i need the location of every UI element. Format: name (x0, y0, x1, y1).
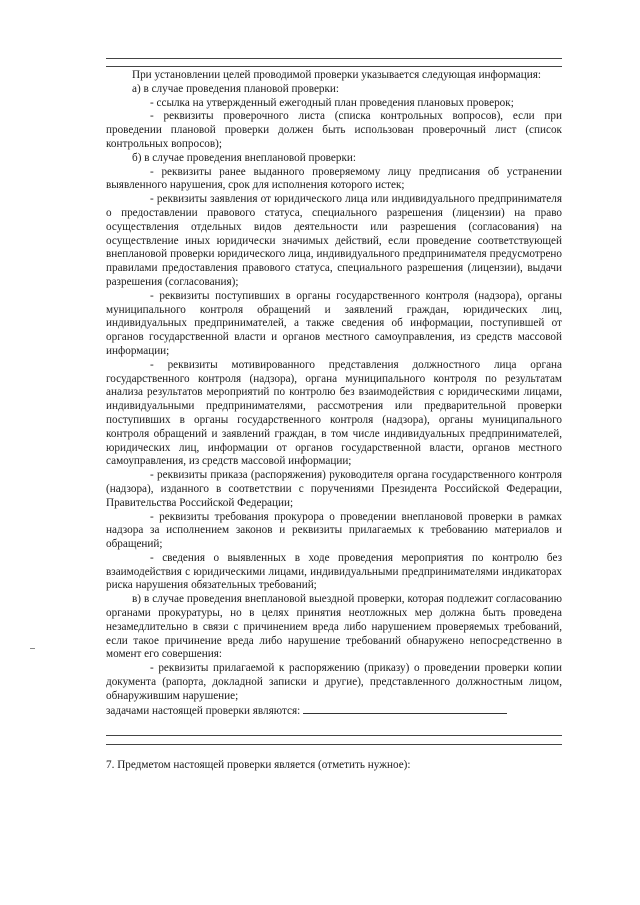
paragraph-prosecutor-demand: - реквизиты требования прокурора о проведении внеплановой проверки в рамках надзора за исполнением законов и реквизиты прилагаемых к требованию материалов и обращений; (106, 510, 562, 551)
tasks-label: задачами настоящей проверки являются: (106, 704, 301, 717)
document-body (106, 69, 562, 718)
tasks-line (106, 704, 562, 719)
paragraph-head-order: - реквизиты приказа (распоряжения) руководителя органа государственного контроля (надзора), изданного в соответствии с поручениями Президента Российской Федерации, Правительства Российской Федерации; (106, 469, 562, 509)
section-7-heading: 7. Предметом настоящей проверки является (отметить нужное): (106, 759, 411, 771)
paragraph-complaints: - реквизиты поступивших в органы государственного контроля (надзора), органы муниципального контроля обращений и заявлений граждан, юридических лиц, индивидуальных предпринимателей, а также сведения об информации, поступившей от органов государственной власти и органов местного самоуправления, из средств массовой информации; (106, 289, 562, 357)
tasks-input-line[interactable] (303, 704, 507, 714)
paragraph-urgent-inspection: в) в случае проведения внеплановой выездной проверки, которая подлежит согласованию органами прокуратуры, но в целях принятия неотложных мер должна быть проведена незамедлительно в связи с причинением вреда либо нарушением проверяемых требований, если такое причинение вреда либо нарушение требований обнаружено непосредственно в момент его совершения: (106, 593, 562, 661)
margin-mark (30, 648, 35, 649)
bottom-rule-1 (106, 735, 562, 736)
paragraph-unplanned-heading: б) в случае проведения внеплановой проверки: (132, 151, 356, 164)
paragraph-motivated-submission: - реквизиты мотивированного представления должностного лица органа государственного контроля (надзора), органа муниципального контроля по результатам анализа результатов мероприятий по контролю без взаимодействия с юридическими лицами, индивидуальными предпринимателями, рассмотрения или предварительной проверки поступивших в органы государственного контроля (надзора), органы муниципального контроля обращений и заявлений граждан, в том числе индивидуальных предпринимателей, юридических лиц, информации от органов государственной власти, органов местного самоуправления, из средств массовой информации; (106, 358, 562, 468)
paragraph-intro: При установлении целей проводимой проверки указывается следующая информация: (132, 69, 542, 81)
paragraph-prior-order: - реквизиты ранее выданного проверяемому лицу предписания об устранении выявленного нарушения, срок для исполнения которого истек; (106, 165, 562, 192)
bottom-rule-2 (106, 744, 562, 745)
paragraph-attached-document: - реквизиты прилагаемой к распоряжению (приказу) о проведении проверки копии документа (рапорта, докладной записки и другие), представленного должностным лицом, обнаружившим нарушение; (106, 662, 562, 702)
top-rule-2 (106, 66, 562, 67)
top-rule-1 (106, 58, 562, 59)
paragraph-planned-heading: а) в случае проведения плановой проверки: (132, 82, 340, 95)
paragraph-application: - реквизиты заявления от юридического лица или индивидуального предпринимателя о предоставлении правового статуса, специального разрешения (лицензии) на право осуществления отдельных видов деятельности или разрешения (согласования) на осуществление иных юридически значимых действий, если проведение соответствующей внеплановой проверки юридического лица, индивидуального предпринимателя предусмотрено правилами предоставления правового статуса, специального разрешения (лицензии), выдачи разрешения (согласования); (106, 193, 562, 288)
paragraph-plan-reference: - ссылка на утвержденный ежегодный план проведения плановых проверок; (150, 96, 514, 109)
paragraph-checklist: - реквизиты проверочного листа (списка контрольных вопросов), если при проведении плановой проверки должен быть использован проверочный лист (список контрольных вопросов); (106, 110, 562, 150)
paragraph-risk-indicators: - сведения о выявленных в ходе проведения мероприятия по контролю без взаимодействия с юридическими лицами, индивидуальными предпринимателями индикаторах риска нарушения обязательных требований; (106, 551, 562, 592)
